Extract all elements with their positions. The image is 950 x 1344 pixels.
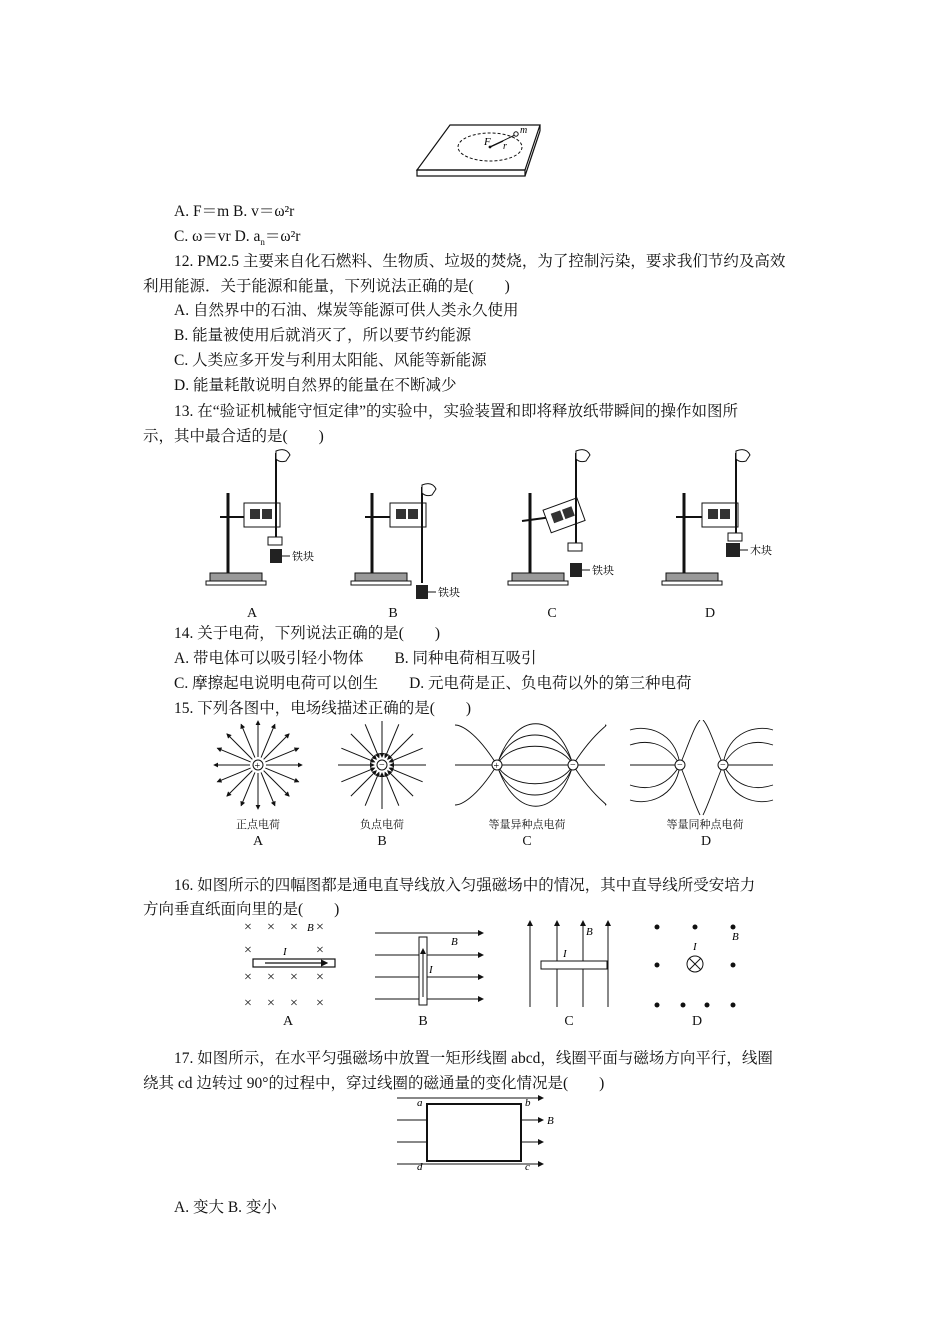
cross-mark: × xyxy=(316,996,324,1011)
q13-apparatus-d xyxy=(662,450,772,585)
q17-corner-a: a xyxy=(417,1097,423,1109)
q11-options-cd: C. ω＝vr D. $a_n=\omega^2r$ xyxy=(174,228,301,248)
dot-mark xyxy=(655,1003,660,1008)
q16-diagram-a xyxy=(244,920,335,1011)
cross-mark: × xyxy=(290,970,298,985)
field-line xyxy=(217,748,250,762)
q12-option-b: B. 能量被使用后就消灭了，所以要节约能源 xyxy=(174,327,472,344)
q11-r-label: r xyxy=(503,141,507,152)
q16-stem-line2: 方向垂直纸面向里的是( ) xyxy=(143,901,340,918)
field-line xyxy=(264,734,289,759)
q16-a-I: I xyxy=(283,946,287,958)
svg-text:+: + xyxy=(493,761,500,772)
q13-figure xyxy=(200,445,790,605)
q12-stem-line1: 12. PM2.5 主要来自化石燃料、生物质、垃圾的焚烧，为了控制污染，要求我们节约及高效 xyxy=(174,253,786,270)
q15-caption-d: D xyxy=(700,834,712,849)
field-line xyxy=(264,771,289,796)
q12-option-d: D. 能量耗散说明自然界的能量在不断减少 xyxy=(174,377,457,394)
q11-options-ab: A. F＝m B. v＝ω²r xyxy=(174,203,295,220)
q16-d-I: I xyxy=(693,941,697,953)
q16-c-I: I xyxy=(563,948,567,960)
q17-stem-line2: 绕其 cd 边转过 90°的过程中，穿过线圈的磁通量的变化情况是( ) xyxy=(143,1075,605,1092)
q13-caption-b: B xyxy=(388,606,398,621)
field-line xyxy=(385,724,399,757)
svg-text:+: + xyxy=(254,761,261,772)
cross-mark: × xyxy=(244,996,252,1011)
field-line xyxy=(217,768,250,782)
dot-mark xyxy=(655,925,660,930)
field-line xyxy=(341,768,374,782)
field-line xyxy=(227,771,252,796)
q13-caption-d: D xyxy=(704,606,716,621)
q13-caption-c: C xyxy=(547,606,557,621)
q13-apparatus-c xyxy=(508,450,614,585)
dot-mark xyxy=(705,1003,710,1008)
dot-mark xyxy=(731,1003,736,1008)
field-line xyxy=(241,724,255,757)
q15-field-same xyxy=(630,720,773,815)
q13-apparatus-b xyxy=(351,484,460,599)
field-line xyxy=(365,724,379,757)
cross-mark: × xyxy=(267,970,275,985)
q17-corner-c: c xyxy=(525,1161,530,1173)
q16-stem-line1: 16. 如图所示的四幅图都是通电直导线放入匀强磁场中的情况，其中直导线所受安培力 xyxy=(174,877,756,894)
cross-mark: × xyxy=(316,970,324,985)
q13-apparatus-a xyxy=(206,450,314,585)
q13-label-a: 铁块 xyxy=(292,551,314,563)
field-line xyxy=(389,748,422,762)
field-line xyxy=(388,734,413,759)
q15-figure xyxy=(205,720,785,820)
dot-mark xyxy=(655,963,660,968)
cross-mark: × xyxy=(244,970,252,985)
q15-stem: 15. 下列各图中，电场线描述正确的是( ) xyxy=(174,700,472,717)
cross-mark: × xyxy=(244,943,252,958)
q16-caption-c: C xyxy=(564,1014,574,1029)
q16-b-B: B xyxy=(451,936,458,948)
svg-text:−: − xyxy=(379,760,385,771)
field-line xyxy=(388,771,413,796)
field-line xyxy=(265,768,298,782)
dot-mark xyxy=(731,963,736,968)
field-line xyxy=(265,748,298,762)
field-line xyxy=(261,724,275,757)
field-line xyxy=(341,748,374,762)
field-line xyxy=(389,768,422,782)
cross-mark: × xyxy=(316,943,324,958)
field-line xyxy=(241,772,255,805)
q16-caption-a: A xyxy=(282,1014,294,1029)
q14-stem: 14. 关于电荷，下列说法正确的是( ) xyxy=(174,625,441,642)
cross-mark: × xyxy=(290,996,298,1011)
cross-mark: × xyxy=(267,996,275,1011)
q17-stem-line1: 17. 如图所示，在水平匀强磁场中放置一矩形线圈 abcd，线圈平面与磁场方向平行，线圈 xyxy=(174,1050,773,1067)
q15-caption-b: B xyxy=(377,834,387,849)
q16-b-I: I xyxy=(429,964,433,976)
q11-F-label: F xyxy=(484,136,491,148)
q14-options-cd: C. 摩擦起电说明电荷可以创生 D. 元电荷是正、负电荷以外的第三种电荷 xyxy=(174,675,692,692)
cross-mark: × xyxy=(290,920,298,935)
q17-corner-d: d xyxy=(417,1161,423,1173)
q14-options-ab: A. 带电体可以吸引轻小物体 B. 同种电荷相互吸引 xyxy=(174,650,537,667)
dot-mark xyxy=(693,925,698,930)
q13-label-b: 铁块 xyxy=(438,587,460,599)
svg-text:−: − xyxy=(570,760,576,771)
q15-caption-a: A xyxy=(252,834,264,849)
q17-options: A. 变大 B. 变小 xyxy=(174,1199,277,1216)
q16-a-B: B xyxy=(307,922,314,934)
q16-caption-d: D xyxy=(691,1014,703,1029)
q15-label-c: 等量异种点电荷 xyxy=(488,818,566,831)
q17-field-B: B xyxy=(547,1115,554,1127)
q15-caption-c: C xyxy=(522,834,532,849)
field-line xyxy=(385,772,399,805)
cross-mark: × xyxy=(316,920,324,935)
cross-mark: × xyxy=(267,920,275,935)
field-line xyxy=(261,772,275,805)
q13-stem-line1: 13. 在“验证机械能守恒定律”的实验中，实验装置和即将释放纸带瞬间的操作如图所 xyxy=(174,403,739,420)
q13-label-c: 铁块 xyxy=(592,565,614,577)
q17-figure xyxy=(395,1094,565,1174)
q13-caption-a: A xyxy=(246,606,258,621)
q16-c-B: B xyxy=(586,926,593,938)
dot-mark xyxy=(681,1003,686,1008)
q15-label-d: 等量同种点电荷 xyxy=(666,818,744,831)
q11-figure xyxy=(415,120,545,180)
dot-mark xyxy=(731,925,736,930)
q15-label-a: 正点电荷 xyxy=(236,818,280,831)
q15-label-b: 负点电荷 xyxy=(360,818,404,831)
q17-corner-b: b xyxy=(525,1097,531,1109)
q16-figure xyxy=(235,915,755,1015)
field-line xyxy=(365,772,379,805)
q16-caption-b: B xyxy=(418,1014,428,1029)
field-line xyxy=(351,771,376,796)
field-line xyxy=(351,734,376,759)
q11-m-label: m xyxy=(520,125,528,136)
q12-option-a: A. 自然界中的石油、煤炭等能源可供人类永久使用 xyxy=(174,302,519,319)
q16-d-B: B xyxy=(732,931,739,943)
svg-text:−: − xyxy=(677,760,683,771)
q13-stem-line2: 示，其中最合适的是( ) xyxy=(143,428,324,445)
q16-diagram-c xyxy=(530,921,608,1007)
cross-mark: × xyxy=(244,920,252,935)
field-line xyxy=(227,734,252,759)
q12-stem-line2: 利用能源．关于能源和能量，下列说法正确的是( ) xyxy=(143,278,510,295)
q13-label-d: 木块 xyxy=(750,545,772,557)
q15-field-opposite xyxy=(455,724,606,807)
q12-option-c: C. 人类应多开发与利用太阳能、风能等新能源 xyxy=(174,352,487,369)
svg-text:−: − xyxy=(720,760,726,771)
